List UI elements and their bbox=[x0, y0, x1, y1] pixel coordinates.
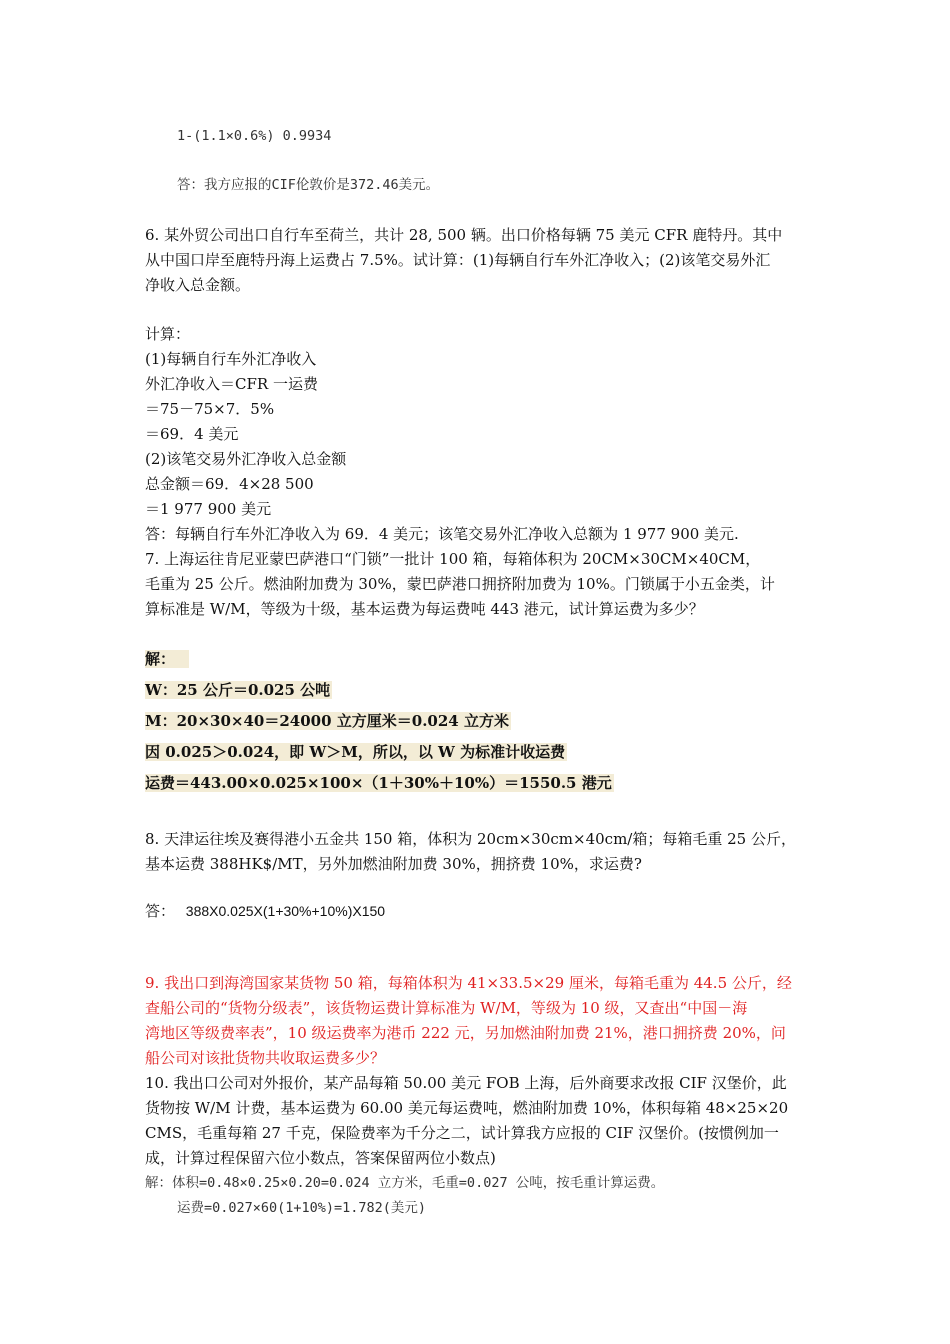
question-8-line-1: 8. 天津运往埃及赛得港小五金共 150 箱，体积为 20cm×30cm×40cm/箱；每箱毛重 25 公斤， bbox=[145, 830, 796, 848]
solution-7-line: 因 0.025＞0.024，即 W＞M，所以，以 W 为标准计收运费 bbox=[145, 743, 566, 761]
calc-line: 总金额＝69．4×28 500 bbox=[145, 475, 314, 493]
question-9-line-1: 9. 我出口到海湾国家某货物 50 箱，每箱体积为 41×33.5×29 厘米，每箱毛重为 44.5 公斤，经 bbox=[145, 974, 792, 992]
solution-10-line-1: 解：体积=0.48×0.25×0.20=0.024 立方米，毛重=0.027 公吨，按毛重计算运费。 bbox=[145, 1175, 665, 1191]
calc-line: ＝1 977 900 美元 bbox=[145, 500, 272, 518]
calc-line: 外汇净收入＝CFR 一运费 bbox=[145, 375, 318, 393]
question-6-line-2: 从中国口岸至鹿特丹海上运费占 7.5%。试计算：(1)每辆自行车外汇净收入；(2)该笔交易外汇 bbox=[145, 251, 771, 269]
question-10-line-4: 成，计算过程保留六位小数点，答案保留两位小数点) bbox=[145, 1149, 496, 1167]
question-6-line-3: 净收入总金额。 bbox=[145, 276, 251, 294]
question-9-line-4: 船公司对该批货物共收取运费多少？ bbox=[145, 1049, 386, 1067]
answer-line: 答：我方应报的CIF伦敦价是372.46美元。 bbox=[177, 177, 440, 193]
question-9-line-3: 湾地区等级费率表”，10 级运费率为港币 222 元，另加燃油附加费 21%，港口拥挤费 20%，问 bbox=[145, 1024, 786, 1042]
question-10-line-3: CMS，毛重每箱 27 千克，保险费率为千分之二，试计算我方应报的 CIF 汉堡价。(按惯例加一 bbox=[145, 1124, 779, 1142]
calc-line: (2)该笔交易外汇净收入总金额 bbox=[145, 450, 347, 468]
question-7-line-3: 算标准是 W/M，等级为十级，基本运费为每运费吨 443 港元，试计算运费为多少？ bbox=[145, 600, 704, 618]
question-7-line-1: 7. 上海运往肯尼亚蒙巴萨港口“门锁”一批计 100 箱，每箱体积为 20CM×30CM×40CM， bbox=[145, 550, 761, 568]
solution-10-line-2: 运费=0.027×60(1+10%)=1.782(美元) bbox=[177, 1200, 427, 1216]
calc-line: ＝75－75×7．5% bbox=[145, 400, 275, 418]
answer-8-value: 388X0.025X(1+30%+10%)X150 bbox=[185, 903, 386, 919]
solution-7-line: 运费＝443.00×0.025×100×（1＋30%＋10%）＝1550.5 港元 bbox=[145, 774, 612, 792]
question-6-line-1: 6. 某外贸公司出口自行车至荷兰，共计 28, 500 辆。出口价格每辆 75 美元 CFR 鹿特丹。其中 bbox=[145, 226, 783, 244]
calc-heading: 计算： bbox=[145, 325, 191, 343]
question-10-line-2: 货物按 W/M 计费，基本运费为 60.00 美元每运费吨，燃油附加费 10%，体积每箱 48×25×20 bbox=[145, 1099, 789, 1117]
answer-8-label: 答： bbox=[145, 902, 176, 920]
question-10-line-1: 10. 我出口公司对外报价，某产品每箱 50.00 美元 FOB 上海，后外商要求改报 CIF 汉堡价，此 bbox=[145, 1074, 787, 1092]
question-9-line-2: 查船公司的“货物分级表”，该货物运费计算标准为 W/M，等级为 10 级，又查出“中国－海 bbox=[145, 999, 748, 1017]
formula-line: 1-(1.1×0.6%) 0.9934 bbox=[177, 128, 332, 144]
solution-7-line: W：25 公斤＝0.025 公吨 bbox=[145, 681, 331, 699]
answer-6: 答：每辆自行车外汇净收入为 69．4 美元；该笔交易外汇净收入总额为 1 977 900 美元. bbox=[145, 525, 739, 543]
solution-7-heading: 解： bbox=[145, 650, 189, 668]
solution-7-line: M：20×30×40＝24000 立方厘米＝0.024 立方米 bbox=[145, 712, 509, 730]
calc-line: (1)每辆自行车外汇净收入 bbox=[145, 350, 317, 368]
question-7-line-2: 毛重为 25 公斤。燃油附加费为 30%，蒙巴萨港口拥挤附加费为 10%。门锁属于小五金类，计 bbox=[145, 575, 775, 593]
question-8-line-2: 基本运费 388HK$/MT，另外加燃油附加费 30%，拥挤费 10%，求运费? bbox=[145, 855, 642, 873]
calc-line: ＝69．4 美元 bbox=[145, 425, 239, 443]
